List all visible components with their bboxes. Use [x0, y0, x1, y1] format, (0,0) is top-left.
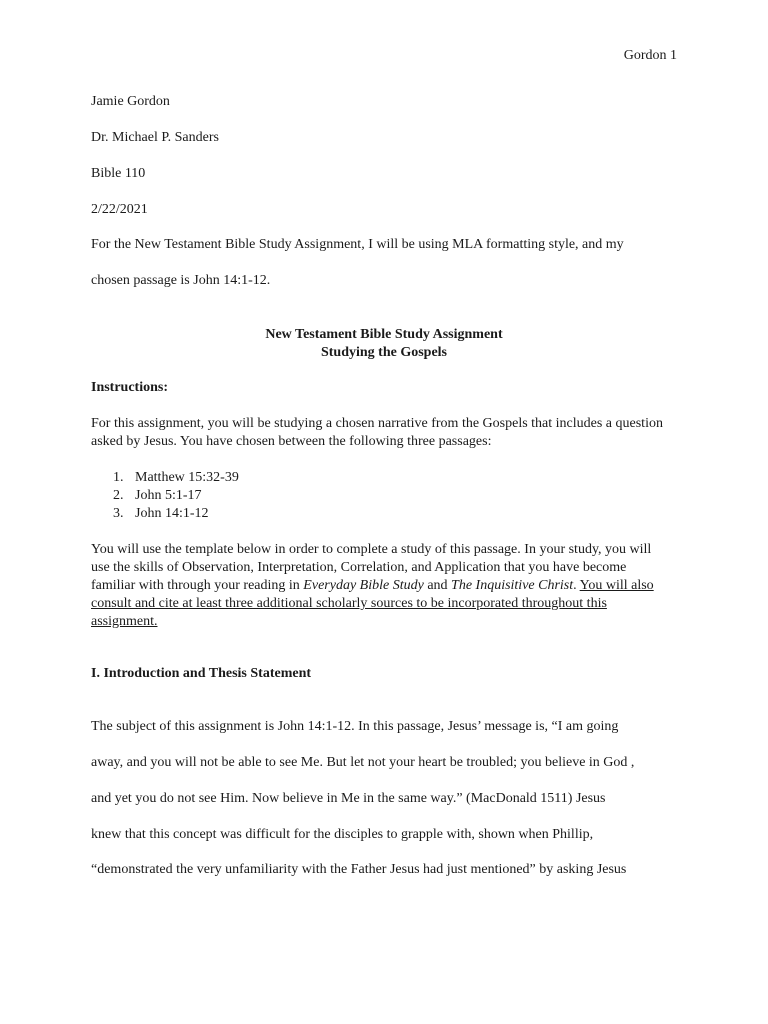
list-item-label: John 5:1-17	[135, 488, 202, 503]
student-name: Jamie Gordon	[91, 94, 170, 109]
body-line: knew that this concept was difficult for the disciples to grapple with, shown when Phillip,	[91, 827, 594, 842]
assignment-title: New Testament Bible Study Assignment	[265, 327, 503, 342]
list-item-number: 1.	[113, 470, 124, 485]
section-1-heading: I. Introduction and Thesis Statement	[91, 666, 312, 681]
passage-list	[113, 469, 239, 523]
list-item	[113, 505, 239, 523]
body-line: “demonstrated the very unfamiliarity with the Father Jesus had just mentioned” by asking Jesus	[91, 862, 627, 877]
body-line: and yet you do not see Him. Now believe in Me in the same way.” (MacDonald 1511) Jesus	[91, 791, 606, 806]
page-header-number: Gordon 1	[623, 48, 677, 63]
list-item	[113, 469, 239, 487]
list-item	[113, 487, 239, 505]
date: 2/22/2021	[91, 202, 148, 217]
template-paragraph	[91, 541, 671, 631]
list-item-number: 3.	[113, 506, 124, 521]
instructions-text: For this assignment, you will be studying a chosen narrative from the Gospels that includes a question asked by Jesus. You have chosen between the following three passages:	[91, 416, 663, 449]
template-text: You will use the template below in order to complete a study of this passage. In your study, you will use the skills of Observation, Interpretation, Correlation, and Application that you have become familiar with through your reading in	[91, 542, 652, 593]
list-item-label: Matthew 15:32-39	[135, 470, 239, 485]
instructions-heading: Instructions:	[91, 380, 169, 395]
course-name: Bible 110	[91, 166, 146, 181]
instructor-name: Dr. Michael P. Sanders	[91, 130, 219, 145]
intro-statement-line-2: chosen passage is John 14:1-12.	[91, 273, 271, 288]
sources-requirement: You will also consult and cite at least three additional scholarly sources to be incorporated throughout this assignment.	[91, 578, 654, 629]
body-line: The subject of this assignment is John 14:1-12. In this passage, Jesus’ message is, “I am going	[91, 719, 619, 734]
template-text-end: .	[573, 578, 577, 593]
intro-statement-line-1: For the New Testament Bible Study Assignment, I will be using MLA formatting style, and my	[91, 237, 624, 252]
list-item-label: John 14:1-12	[135, 506, 209, 521]
book-title-inquisitive-christ: The Inquisitive Christ	[451, 578, 574, 593]
assignment-subtitle: Studying the Gospels	[320, 345, 448, 360]
template-text-and: and	[423, 578, 452, 593]
book-title-everyday-bible-study: Everyday Bible Study	[303, 578, 424, 593]
list-item-number: 2.	[113, 488, 124, 503]
body-line: away, and you will not be able to see Me. But let not your heart be troubled; you believe in God ,	[91, 755, 635, 770]
